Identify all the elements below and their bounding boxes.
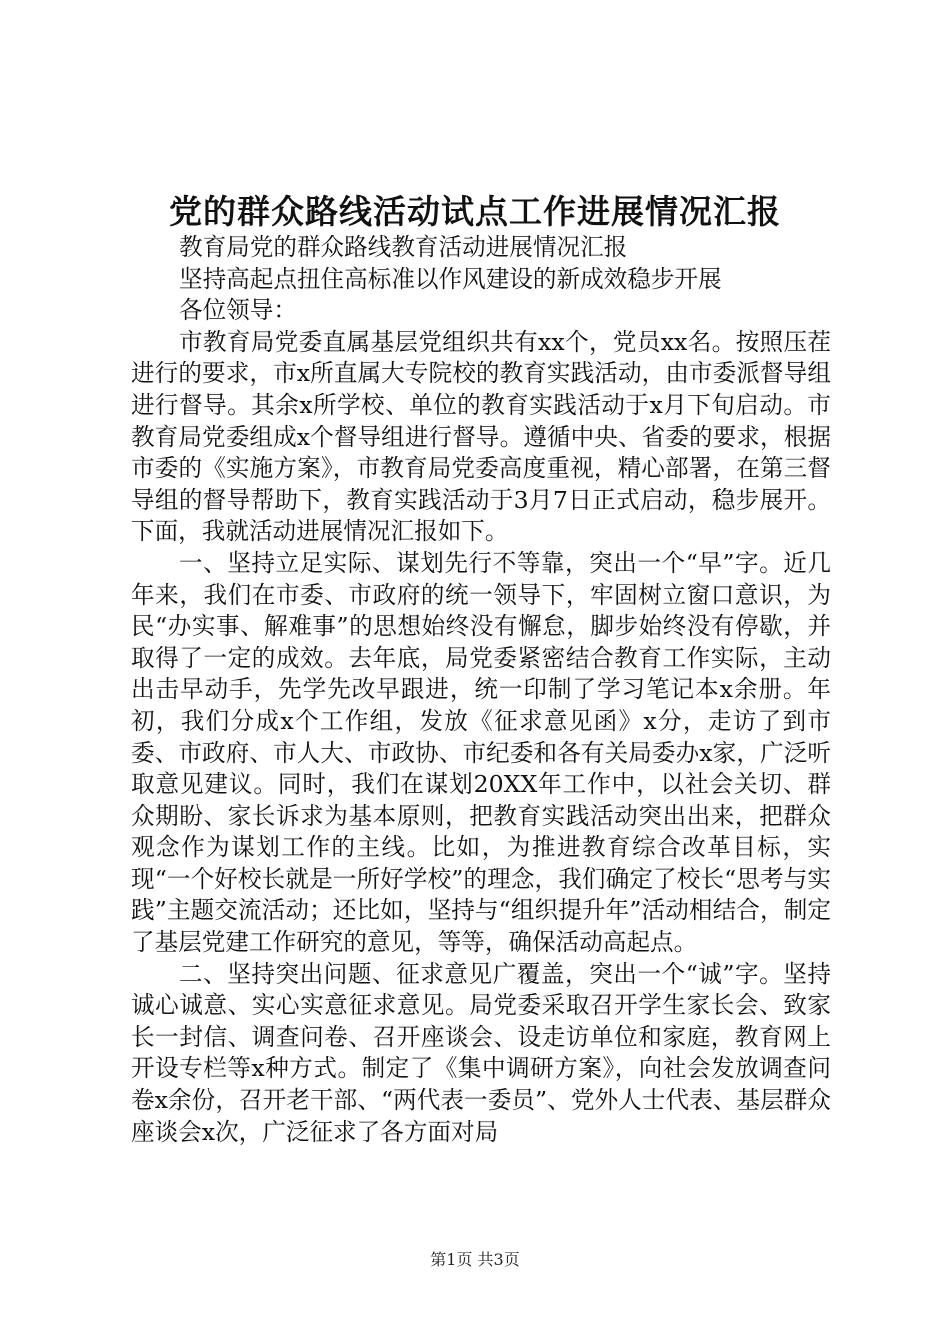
paragraph-intro: 市教育局党委直属基层党组织共有xx个，党员xx名。按照压茬进行的要求，市x所直属大专院校的教育实践活动，由市委派督导组进行督导。其余x所学校、单位的教育实践活动于x月下旬启动。市教育局党委组成x个督导组进行督导。遵循中央、省委的要求，根据市委的《实施方案》，市教育局党委高度重视，精心部署，在第三督导组的督导帮助下，教育实践活动于3月7日正式启动，稳步展开。下面，我就活动进展情况汇报如下。 <box>131 327 831 546</box>
subtitle-line-1: 教育局党的群众路线教育活动进展情况汇报 <box>179 233 628 261</box>
subtitle-line-2: 坚持高起点扭住高标准以作风建设的新成效稳步开展 <box>179 264 722 293</box>
paragraph-section-2: 二、坚持突出问题、征求意见广覆盖，突出一个“诚”字。坚持诚心诚意、实心实意征求意见。局党委采取召开学生家长会、致家长一封信、调查问卷、召开座谈会、设走访单位和家庭，教育网上开设专栏等x种方式。制定了《集中调研方案》，向社会发放调查问卷x余份，召开老干部、“两代表一委员”、党外人士代表、基层群众座谈会x次，广泛征求了各方面对局 <box>131 959 831 1146</box>
document-title: 党的群众路线活动试点工作进展情况汇报 <box>169 192 781 231</box>
document-body <box>131 232 831 1148</box>
page-footer: 第1页 共3页 <box>430 1250 520 1269</box>
paragraph-section-1: 一、坚持立足实际、谋划先行不等靠，突出一个“早”字。近几年来，我们在市委、市政府的统一领导下，牢固树立窗口意识，为民“办实事、解难事”的思想始终没有懈怠，脚步始终没有停歇，并取得了一定的成效。去年底，局党委紧密结合教育工作实际，主动出击早动手，先学先改早跟进，统一印制了学习笔记本x余册。年初，我们分成x个工作组，发放《征求意见函》x分，走访了到市委、市政府、市人大、市政协、市纪委和各有关局委办x家，广泛听取意见建议。同时，我们在谋划20XX年工作中，以社会关切、群众期盼、家长诉求为基本原则，把教育实践活动突出出来，把群众观念作为谋划工作的主线。比如，为推进教育综合改革目标，实现“一个好校长就是一所好学校”的理念，我们确定了校长“思考与实践”主题交流活动；还比如，坚持与“组织提升年”活动相结合，制定了基层党建工作研究的意见，等等，确保活动高起点。 <box>131 548 831 957</box>
salutation: 各位领导： <box>179 296 297 325</box>
